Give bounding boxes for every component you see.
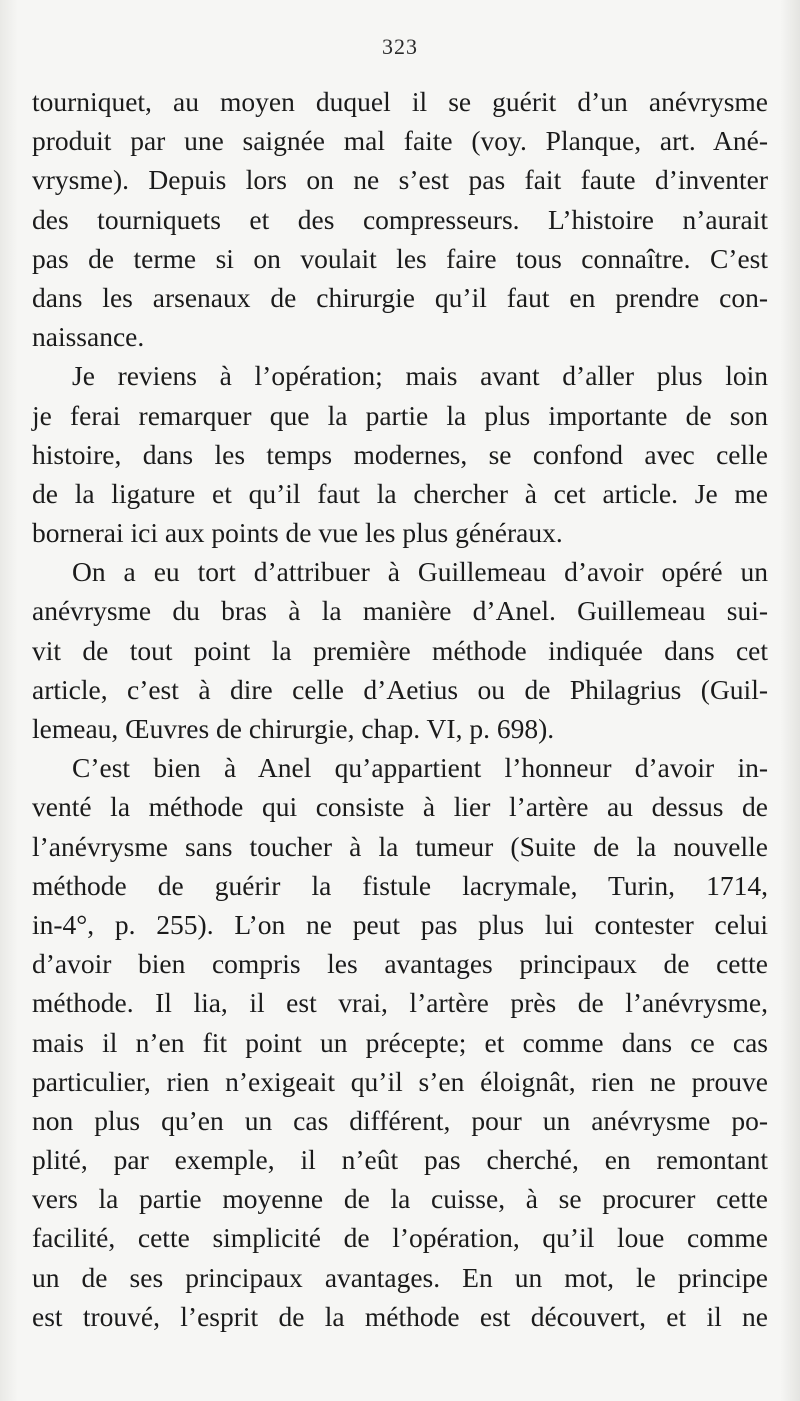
text-line: venté la méthode qui consiste à lier l’artère au dessus de bbox=[32, 791, 768, 823]
text-line: Je reviens à l’opération; mais avant d’aller plus loin bbox=[72, 360, 768, 392]
text-line: l’anévrysme sans toucher à la tumeur (Suite de la nouvelle bbox=[32, 830, 768, 862]
text-line: est trouvé, l’esprit de la méthode est découvert, et il ne bbox=[32, 1300, 768, 1332]
text-line: de la ligature et qu’il faut la chercher à cet article. Je me bbox=[32, 477, 768, 509]
text-line: vit de tout point la première méthode indiquée dans cet bbox=[32, 634, 768, 666]
text-line: méthode de guérir la fistule lacrymale, Turin, 1714, bbox=[32, 869, 768, 901]
text-line: d’avoir bien compris les avantages principaux de cette bbox=[32, 948, 768, 980]
text-line: pas de terme si on voulait les faire tous connaître. C’est bbox=[32, 242, 768, 274]
text-line: in-4°, p. 255). L’on ne peut pas plus lui contester celui bbox=[32, 908, 768, 940]
text-line: produit par une saignée mal faite (voy. Planque, art. Ané- bbox=[32, 125, 768, 157]
page-number: 323 bbox=[382, 34, 418, 59]
text-line: article, c’est à dire celle d’Aetius ou de Philagrius (Guil- bbox=[32, 673, 768, 705]
text-line: dans les arsenaux de chirurgie qu’il faut en prendre con- bbox=[32, 281, 768, 313]
text-line: un de ses principaux avantages. En un mot, le principe bbox=[32, 1261, 768, 1293]
body-text bbox=[32, 82, 768, 1336]
text-line: lemeau, Œuvres de chirurgie, chap. VI, p. 698). bbox=[32, 713, 555, 744]
text-line: histoire, dans les temps modernes, se confond avec celle bbox=[32, 438, 768, 470]
text-line: bornerai ici aux points de vue les plus généraux. bbox=[32, 517, 563, 549]
text-line: On a eu tort d’attribuer à Guillemeau d’avoir opéré un bbox=[72, 556, 768, 588]
text-line: particulier, rien n’exigeait qu’il s’en éloignât, rien ne prouve bbox=[32, 1065, 768, 1097]
text-line: tourniquet, au moyen duquel il se guérit d’un anévrysme bbox=[32, 86, 768, 117]
text-line: méthode. Il lia, il est vrai, l’artère près de l’anévrysme, bbox=[32, 987, 768, 1019]
text-line: des tourniquets et des compresseurs. L’histoire n’aurait bbox=[32, 203, 768, 235]
text-line: plité, par exemple, il n’eût pas cherché, en remontant bbox=[32, 1144, 768, 1176]
text-line: vers la partie moyenne de la cuisse, à se procurer cette bbox=[32, 1183, 768, 1215]
text-line: naissance. bbox=[32, 321, 145, 353]
text-line: C’est bien à Anel qu’appartient l’honneur d’avoir in- bbox=[72, 752, 768, 784]
text-line: je ferai remarquer que la partie la plus importante de son bbox=[32, 399, 768, 431]
text-line: mais il n’en fit point un précepte; et comme dans ce cas bbox=[32, 1026, 768, 1058]
text-line: non plus qu’en un cas différent, pour un anévrysme po- bbox=[32, 1104, 768, 1136]
text-line: vrysme). Depuis lors on ne s’est pas fait faute d’inventer bbox=[32, 164, 768, 196]
text-line: anévrysme du bras à la manière d’Anel. Guillemeau sui- bbox=[32, 595, 768, 627]
text-line: facilité, cette simplicité de l’opération, qu’il loue comme bbox=[32, 1222, 768, 1254]
